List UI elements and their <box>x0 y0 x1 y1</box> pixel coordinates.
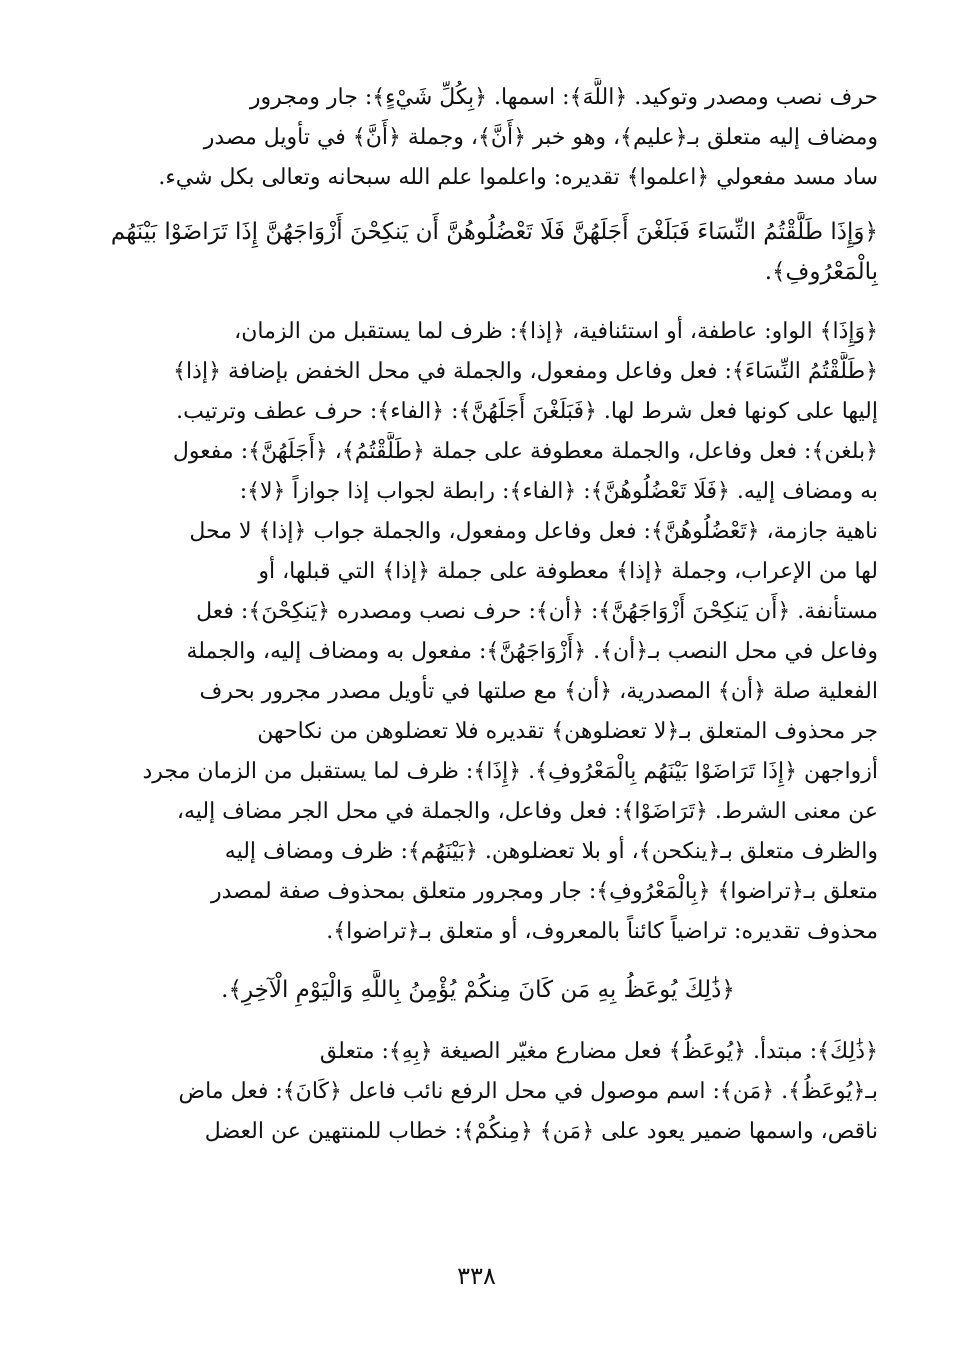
text-line: والظرف متعلق بـ﴿ينكحن﴾، أو بلا تعضلوهن. ﴿بَيْنَهُم﴾: ظرف ومضاف إليه <box>224 839 878 864</box>
quran-verse-2: ﴿ذَٰلِكَ يُوعَظُ بِهِ مَن كَانَ مِنكُمْ يُؤْمِنُ بِاللَّهِ وَالْيَوْمِ الْآخِرِ﴾. <box>221 977 735 1003</box>
text-line: ﴿ذَٰلِكَ﴾: مبتدأ. ﴿يُوعَظُ﴾ فعل مضارع مغيّر الصيغة ﴿بِهِ﴾: متعلق <box>319 1039 878 1064</box>
verse-line: بِالْمَعْرُوفِ﴾. <box>764 259 878 285</box>
text-line: الفعلية صلة ﴿أن﴾ المصدرية، ﴿أن﴾ مع صلتها في تأويل مصدر مجرور بحرف <box>199 679 878 704</box>
text-line: أزواجهن ﴿إِذَا تَرَاضَوْا بَيْنَهُم بِالْمَعْرُوفِ﴾. ﴿إِذَا﴾: ظرف لما يستقبل من الزمان مجرد <box>142 759 878 784</box>
text-line: ﴿وَإِذَا﴾ الواو: عاطفة، أو استئنافية، ﴿إذا﴾: ظرف لما يستقبل من الزمان، <box>234 319 878 344</box>
text-line: متعلق بـ﴿تراضوا﴾ ﴿بِالْمَعْرُوفِ﴾: جار ومجرور متعلق بمحذوف صفة لمصدر <box>210 879 878 904</box>
text-line: إليها على كونها فعل شرط لها. ﴿فَبَلَغْنَ أَجَلَهُنَّ﴾: ﴿الفاء﴾: حرف عطف وترتيب. <box>176 399 878 424</box>
text-line: جر محذوف المتعلق بـ﴿لا تعضلوهن﴾ تقديره فلا تعضلوهن من نكاحهن <box>257 719 878 744</box>
text-line: ﴿طَلَّقْتُمُ النِّسَاءَ﴾: فعل وفاعل ومفعول، والجملة في محل الخفض بإضافة ﴿إذا﴾ <box>173 359 878 384</box>
page-body <box>78 78 878 1152</box>
paragraph-2 <box>78 312 878 952</box>
text-line: محذوف تقديره: تراضياً كائناً بالمعروف، أو متعلق بـ﴿تراضوا﴾. <box>326 919 878 944</box>
text-line: لها من الإعراب، وجملة ﴿إذا﴾ معطوفة على جملة ﴿إذا﴾ التي قبلها، أو <box>258 559 878 584</box>
text-line: عن معنى الشرط. ﴿تَرَاضَوْا﴾: فعل وفاعل، والجملة في محل الجر مضاف إليه، <box>176 799 878 824</box>
text-line: ناقص، واسمها ضمير يعود على ﴿مَن﴾ ﴿مِنكُمْ﴾: خطاب للمنتهين عن العضل <box>204 1119 878 1144</box>
text-line: حرف نصب ومصدر وتوكيد. ﴿اللَّهَ﴾: اسمها. ﴿بِكُلِّ شَيْءٍ﴾: جار ومجرور <box>249 85 878 110</box>
text-line: بـ﴿يُوعَظُ﴾. ﴿مَن﴾: اسم موصول في محل الرفع نائب فاعل ﴿كَانَ﴾: فعل ماض <box>178 1079 878 1104</box>
text-line: ساد مسد مفعولي ﴿اعلموا﴾ تقديره: واعلموا علم الله سبحانه وتعالى بكل شيء. <box>158 165 878 190</box>
quran-verse-1 <box>78 212 878 292</box>
text-line: وفاعل في محل النصب بـ﴿أن﴾. ﴿أَزْوَاجَهُنَّ﴾: مفعول به ومضاف إليه، والجملة <box>186 639 878 664</box>
verse-line: ﴿وَإِذَا طَلَّقْتُمُ النِّسَاءَ فَبَلَغْنَ أَجَلَهُنَّ فَلَا تَعْضُلُوهُنَّ أَن يَنكِحْنَ أَزْوَاجَهُنَّ إِذَا تَرَاضَوْا بَيْنَهُم <box>110 219 878 245</box>
text-line: به ومضاف إليه. ﴿فَلَا تَعْضُلُوهُنَّ﴾: ﴿الفاء﴾: رابطة لجواب إذا جوازاً ﴿لا﴾: <box>239 479 878 504</box>
text-line: ﴿بلغن﴾: فعل وفاعل، والجملة معطوفة على جملة ﴿طَلَّقْتُمُ﴾، ﴿أَجَلَهُنَّ﴾: مفعول <box>172 439 878 464</box>
page-number: ٣٣٨ <box>457 1262 496 1290</box>
text-line: ومضاف إليه متعلق بـ﴿عليم﴾، وهو خبر ﴿أَنَّ﴾، وجملة ﴿أَنَّ﴾ في تأويل مصدر <box>203 125 878 150</box>
text-line: مستأنفة. ﴿أَن يَنكِحْنَ أَزْوَاجَهُنَّ﴾: ﴿أن﴾: حرف نصب ومصدره ﴿يَنكِحْنَ﴾: فعل <box>196 599 878 624</box>
text-line: ناهية جازمة، ﴿تَعْضُلُوهُنَّ﴾: فعل وفاعل ومفعول، والجملة جواب ﴿إذا﴾ لا محل <box>189 519 878 544</box>
paragraph-3 <box>78 1032 878 1152</box>
paragraph-1 <box>78 78 878 198</box>
